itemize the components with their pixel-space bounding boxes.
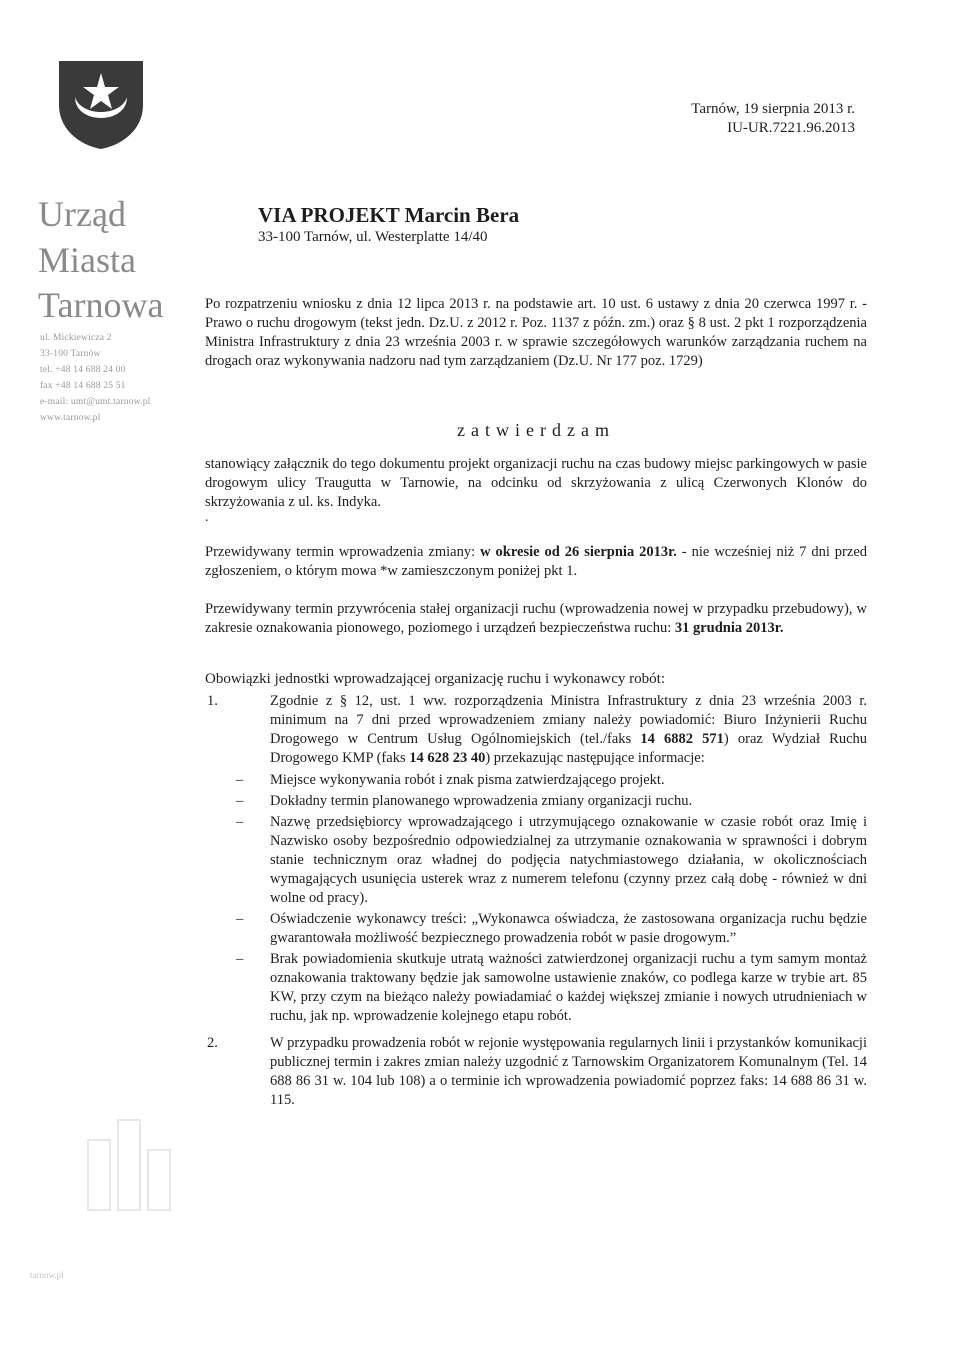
list-item-text: Dokładny termin planowanego wprowadzenia zmiany organizacji ruchu.	[270, 793, 693, 809]
deadline-paragraph	[205, 543, 867, 581]
deadline-text-pre: Przewidywany termin wprowadzenia zmiany:	[205, 544, 481, 560]
office-www: www.tarnow.pl	[40, 413, 101, 423]
duty-1-text-c: ) oraz Wydział Ruchu Drogowego KMP (faks	[270, 731, 867, 766]
duty-item-1	[205, 692, 867, 1026]
list-item	[236, 792, 867, 811]
restoration-paragraph	[205, 600, 867, 638]
intro-paragraph: Po rozpatrzeniu wniosku z dnia 12 lipca 2013 r. na podstawie art. 10 ust. 6 ustawy z dnia 20 czerwca 1997 r. - Prawo o ruchu drogowym (tekst jedn. Dz.U. z 2012 r. Poz. 1137 z późn. zm.) oraz § 8 ust. 2 pkt 1 rozporządzenia Ministra Infrastruktury z dnia 23 września 2003 r. w sprawie szczegółowych warunków zarządzania ruchem na drogach oraz wykonywania nadzoru nad tym zarządzaniem (Dz.U. Nr 177 poz. 1729)	[205, 296, 867, 369]
office-city: 33-100 Tarnów	[40, 349, 101, 359]
office-name-line-3: Tarnowa	[38, 285, 164, 325]
office-email: e-mail: umt@umt.tarnow.pl	[40, 397, 151, 407]
duty-1-fax: 14 628 23 40	[409, 750, 486, 766]
deadline-text-post: - nie wcześniej niż 7 dni przed zgłoszeniem, o którym mowa *w zamieszczonym poniżej pkt 1.	[205, 544, 868, 579]
duty-number-1: 1.	[207, 693, 218, 709]
restoration-date: 31 grudnia 2013r.	[674, 620, 784, 636]
restoration-text: Przewidywany termin przywrócenia stałej organizacji ruchu (wprowadzenia nowej w przypadku przebudowy), w zakresie oznakowania pionowego, poziomego i urządzeń bezpieczeństwa ruchu:	[205, 601, 867, 636]
office-street: ul. Mickiewicza 2	[40, 333, 112, 343]
reference-number: IU-UR.7221.96.2013	[727, 120, 855, 136]
approval-heading: zatwierdzam	[457, 420, 615, 440]
office-name-line-1: Urząd	[38, 194, 126, 234]
list-item	[236, 813, 867, 908]
watermark-text: tarnow.pl	[30, 1270, 64, 1280]
list-item-text: Oświadczenie wykonawcy treści: „Wykonawca oświadcza, że zastosowana organizacja ruchu będzie gwarantowała możliwość bezpiecznego prowadzenia robót w pasie drogowym.”	[270, 911, 867, 946]
office-fax: fax +48 14 688 25 51	[40, 381, 126, 391]
duty-1-phone: 14 6882 571	[640, 731, 724, 747]
duties-heading: Obowiązki jednostki wprowadzającej organizację ruchu i wykonawcy robót:	[205, 671, 665, 687]
recipient-address: 33-100 Tarnów, ul. Westerplatte 14/40	[258, 229, 488, 245]
tarnow-logo-watermark-icon	[60, 1110, 180, 1250]
list-item-text: Nazwę przedsiębiorcy wprowadzającego i utrzymującego oznakowanie w czasie robót oraz Imię i Nazwisko osoby bezpośrednio odpowiedzialnej za utrzymanie oznakowania w sprawności i dobrym stanie technicznym oraz władnej do podjęcia natychmiastowego działania, w okolicznościach wymagających usunięcia usterek wraz z numerem telefonu (czynny przez całą dobę - również w dni wolne od pracy).	[270, 814, 867, 906]
list-item	[236, 950, 867, 1026]
dash-mark: –	[236, 793, 244, 809]
duties-list	[205, 690, 867, 1110]
list-item	[236, 910, 867, 948]
place-date: Tarnów, 19 sierpnia 2013 r.	[691, 101, 855, 117]
stray-dot: .	[205, 510, 209, 525]
duty-1-text-e: ) przekazując następujące informacje:	[485, 750, 705, 766]
deadline-date: w okresie od 26 sierpnia 2013r.	[480, 544, 677, 560]
recipient-name: VIA PROJEKT Marcin Bera	[258, 203, 520, 227]
list-item-text: Miejsce wykonywania robót i znak pisma zatwierdzającego projekt.	[270, 772, 665, 788]
list-item-text: Brak powiadomienia skutkuje utratą ważności zatwierdzonej organizacji ruchu a tym samym montaż oznakowania traktowany będzie jak samowolne ustawienie znaków, co podlega karze w trybie art. 85 KW, przy czym na bieżąco należy powiadamiać o każdej większej zmianie i nowych utrudnieniach w ruchu, jak np. wprowadzenie kolejnego etapu robót.	[270, 951, 867, 1024]
duty-2-text: W przypadku prowadzenia robót w rejonie występowania regularnych linii i przystanków komunikacji publicznej termin i zakres zmian należy uzgodnić z Tarnowskim Organizatorem Komunalnym (Tel. 14 688 86 31 w. 104 lub 108) a o terminie ich wprowadzenia powiadomić poprzez faks: 14 688 86 31 w. 115.	[270, 1035, 867, 1108]
office-tel: tel. +48 14 688 24 00	[40, 365, 126, 375]
approval-paragraph: stanowiący załącznik do tego dokumentu projekt organizacji ruchu na czas budowy miejsc parkingowych w pasie drogowym ulicy Traugutta w Tarnowie, na odcinku od skrzyżowania z ulicą Czerwonych Klonów do skrzyżowania z ul. ks. Indyka.	[205, 456, 867, 510]
dash-mark: –	[236, 911, 244, 927]
office-name-line-2: Miasta	[38, 240, 136, 280]
dash-mark: –	[236, 772, 244, 788]
dash-mark: –	[236, 814, 244, 830]
duty-1-subitems	[236, 771, 867, 1026]
duty-item-2	[205, 1034, 867, 1110]
duty-1-text-a: Zgodnie z § 12, ust. 1 ww. rozporządzenia Ministra Infrastruktury z dnia 23 września 2003 r. minimum na 7 dni przed wprowadzeniem zmiany należy powiadomić: Biuro Inżynierii Ruchu Drogowego w Centrum Usług Ogólnomiejskich (tel./faks	[270, 693, 867, 747]
city-crest-icon	[55, 55, 147, 151]
duty-number-2: 2.	[207, 1035, 218, 1051]
dash-mark: –	[236, 951, 244, 967]
list-item	[236, 771, 867, 790]
